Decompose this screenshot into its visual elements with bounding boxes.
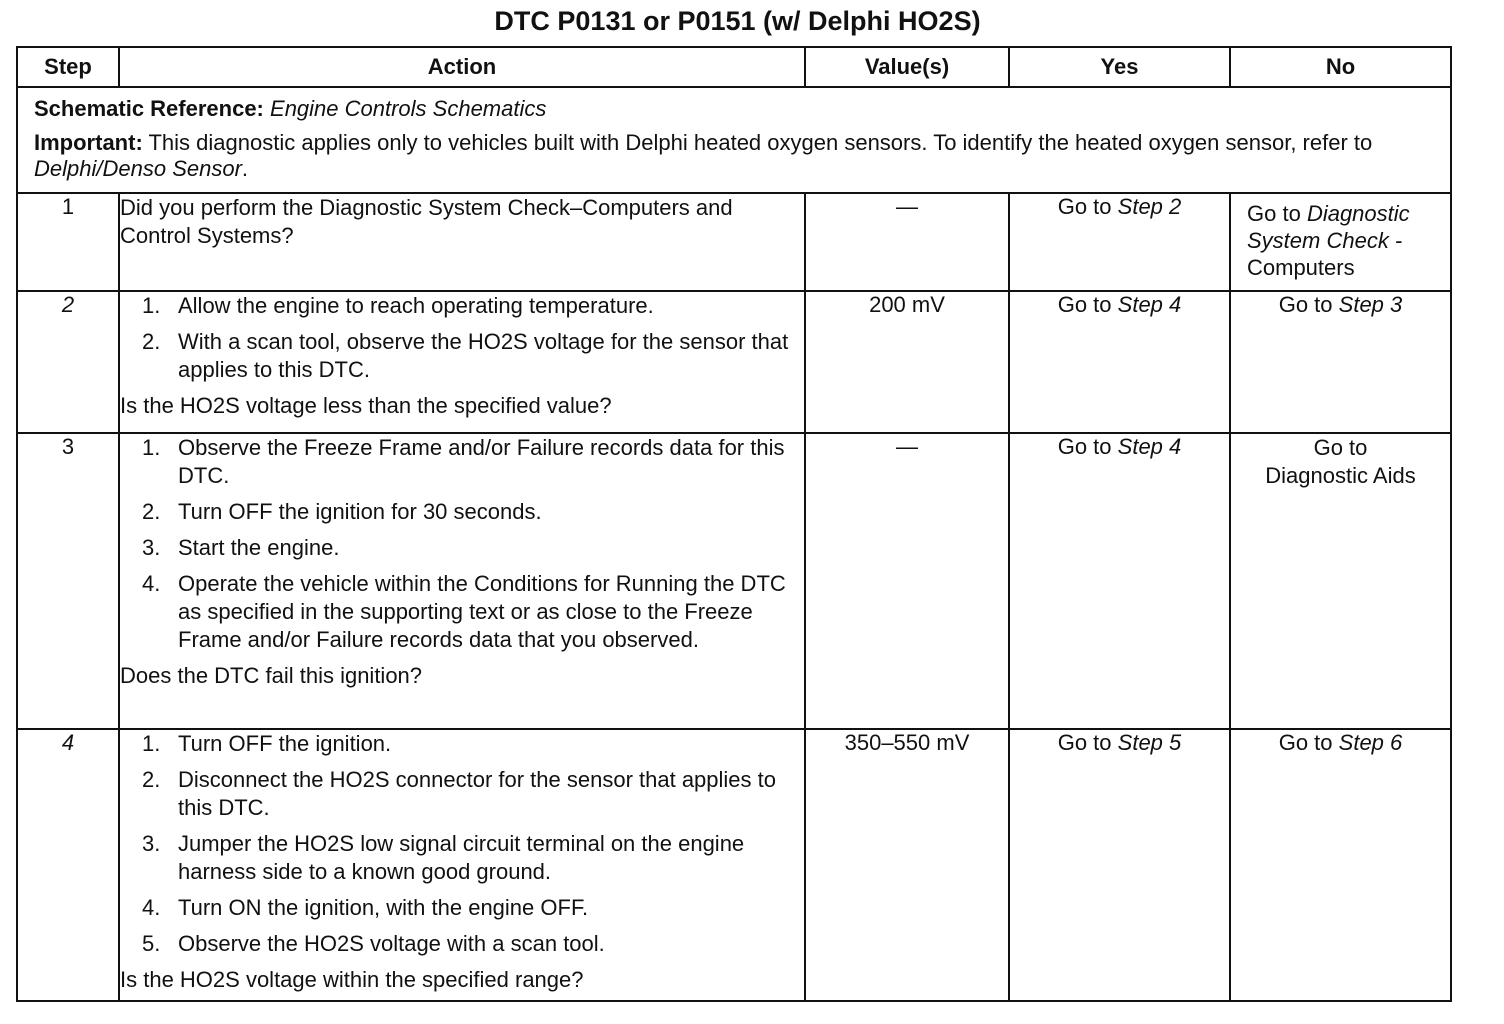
no-link[interactable]: Diagnostic Aids [1265,463,1416,488]
action-list [120,434,804,654]
action-cell [119,433,805,729]
list-item: 2. Disconnect the HO2S connector for the sensor that applies to this DTC. [142,767,776,820]
no-cell [1230,729,1451,1001]
list-item: 5. Observe the HO2S voltage with a scan tool. [142,931,605,956]
header-action: Action [119,47,805,87]
header-row [17,47,1451,87]
list-item: 4. Operate the vehicle within the Conditions for Running the DTC as specified in the supporting text or as close to the Freeze Frame and/or Failure records data that you observed. [142,571,786,652]
step-number: 3 [17,433,119,729]
action-question: Did you perform the Diagnostic System Check–Computers and Control Systems? [120,195,733,248]
yes-link[interactable]: Step 5 [1117,730,1182,755]
reference-cell [17,87,1451,193]
no-prefix: Go to [1278,292,1333,317]
action-list [120,730,804,958]
value-cell: 350–550 mV [805,729,1009,1001]
important-end: . [241,156,249,181]
reference-row [17,87,1451,193]
value-cell: — [805,193,1009,291]
no-cell [1230,291,1451,433]
no-prefix: Go to [1247,201,1301,226]
no-link[interactable]: Step 3 [1338,292,1403,317]
list-item: 3. Jumper the HO2S low signal circuit terminal on the engine harness side to a known good ground. [142,831,745,884]
header-step: Step [17,47,119,87]
schematic-label: Schematic Reference: [34,96,264,121]
no-suffix: Computers [1247,255,1355,280]
table-row [17,291,1451,433]
yes-prefix: Go to [1057,194,1112,219]
list-item: 1. Observe the Freeze Frame and/or Failure records data for this DTC. [142,435,785,488]
yes-prefix: Go to [1057,434,1112,459]
header-values: Value(s) [805,47,1009,87]
action-question: Does the DTC fail this ignition? [120,663,423,688]
yes-link[interactable]: Step 4 [1117,292,1182,317]
yes-cell [1009,291,1230,433]
schematic-reference [34,96,1434,122]
important-note [34,130,1434,182]
list-item: 2. Turn OFF the ignition for 30 seconds. [142,499,542,524]
list-item: 2. With a scan tool, observe the HO2S voltage for the sensor that applies to this DTC. [142,329,789,382]
yes-cell [1009,193,1230,291]
table-row [17,193,1451,291]
yes-link[interactable]: Step 4 [1117,434,1182,459]
value-cell: 200 mV [805,291,1009,433]
table-row [17,433,1451,729]
value-cell: — [805,433,1009,729]
no-cell [1230,433,1451,729]
action-cell [119,193,805,291]
action-question: Is the HO2S voltage less than the specified value? [120,393,612,418]
table-row [17,729,1451,1001]
action-cell [119,291,805,433]
no-link[interactable]: Diagnostic System Check - [1247,201,1410,253]
header-no: No [1230,47,1451,87]
action-list [120,292,804,384]
yes-cell [1009,433,1230,729]
yes-prefix: Go to [1057,730,1112,755]
no-prefix: Go to [1313,435,1368,460]
important-text: This diagnostic applies only to vehicles built with Delphi heated oxygen sensors. To identify the heated oxygen sensor, refer to [148,130,1373,155]
step-number: 4 [17,729,119,1001]
yes-link[interactable]: Step 2 [1117,194,1182,219]
list-item: 3. Start the engine. [142,535,340,560]
header-yes: Yes [1009,47,1230,87]
step-number: 1 [17,193,119,291]
no-link[interactable]: Step 6 [1338,730,1403,755]
list-item: 4. Turn ON the ignition, with the engine OFF. [142,895,589,920]
diagnostic-table [16,46,1452,1002]
important-label: Important: [34,130,143,155]
step-number: 2 [17,291,119,433]
action-cell [119,729,805,1001]
page-title: DTC P0131 or P0151 (w/ Delphi HO2S) [494,6,981,36]
delphi-denso-link[interactable]: Delphi/Denso Sensor [34,156,242,181]
action-question: Is the HO2S voltage within the specified range? [120,967,584,992]
yes-cell [1009,729,1230,1001]
schematic-link[interactable]: Engine Controls Schematics [270,96,547,121]
yes-prefix: Go to [1057,292,1112,317]
no-cell [1230,193,1451,291]
no-prefix: Go to [1278,730,1333,755]
list-item: 1. Turn OFF the ignition. [142,731,392,756]
list-item: 1. Allow the engine to reach operating temperature. [142,293,654,318]
